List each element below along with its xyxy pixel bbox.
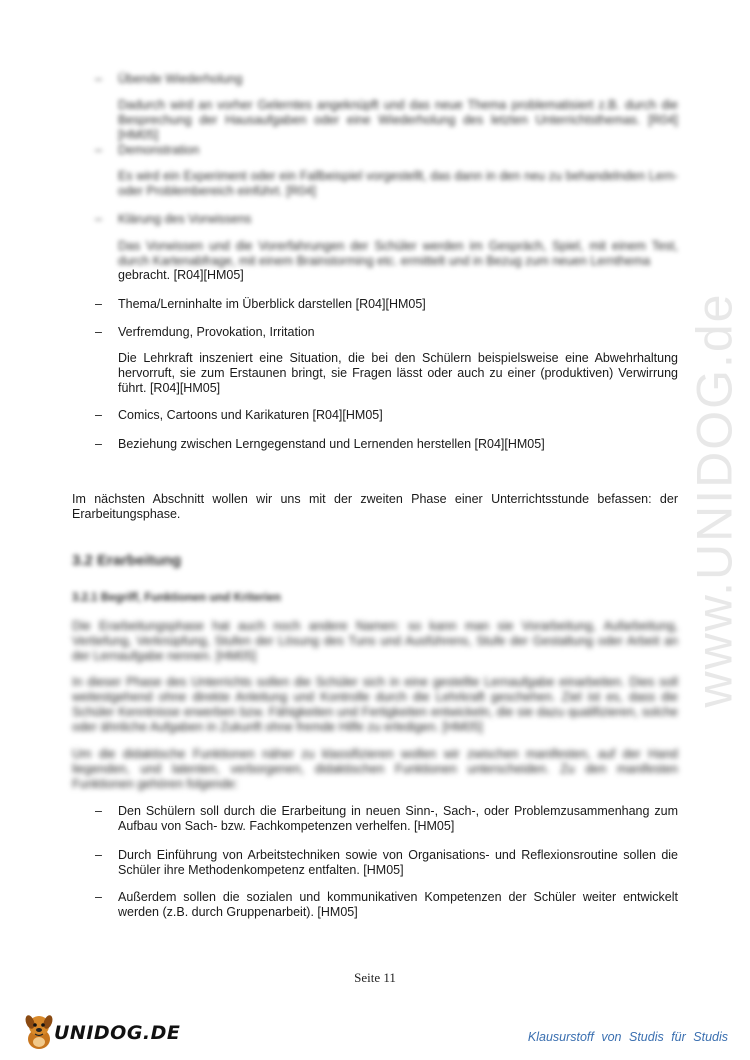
list-item: Den Schülern soll durch die Erarbeitung in neuen Sinn-, Sach-, oder Problemzusammenhang zum Aufbau von Sach- bzw. Fachkompetenzen verhelfen. [HM05] [118,804,678,833]
logo-text: UNIDOG.DE [54,1022,181,1044]
list-item-title: Übende Wiederholung [118,72,243,86]
list-bullet: – [95,804,102,818]
list-bullet: – [95,143,102,157]
tagline: Klausurstoff von Studis für Studis [527,1030,728,1044]
list-item-body: Es wird ein Experiment oder ein Fallbeispiel vorgestellt, das dann in den neu zu behandelnden Lern- oder Problembereich einführt. [R04] [118,169,678,198]
list-item-body: Das Vorwissen und die Vorerfahrungen der Schüler werden im Gespräch, Spiel, mit einem Test, durch Kartenabfrage, mit einem Brainstorming etc. ermittelt und in Bezug zum neuen Lernthema [118,239,678,268]
list-bullet: – [95,325,102,339]
paragraph: Die Erarbeitungsphase hat auch noch andere Namen: so kann man sie Vorarbeitung, Aufarbeitung, Vertiefung, Verknüpfung, Stufen der Lösung des Tuns und Ausführens, Stufe der Gestaltung oder Arbeit an der Lernaufgabe nennen. [HM05] [72,619,678,663]
list-bullet: – [95,72,102,86]
paragraph: Um die didaktische Funktionen näher zu klassifizieren wollen wir zwischen manifesten, auf der Hand liegenden, und latenten, verborgenen, didaktischen Funktionen unterscheiden. Zu den manifesten Funktionen gehören folgende: [72,747,678,791]
list-bullet: – [95,297,102,311]
list-item-body: Dadurch wird an vorher Gelerntes angeknüpft und das neue Thema problematisiert z.B. durch die Besprechung der Hausaufgaben oder eine Wiederholung des letzten Unterrichtsthemas. [R04][HM05] [118,98,678,142]
subsection-heading: 3.2.1 Begriff, Funktionen und Kriterien [72,592,281,604]
list-item: Beziehung zwischen Lerngegenstand und Lernenden herstellen [R04][HM05] [118,437,545,451]
list-item-body-end: gebracht. [R04][HM05] [118,268,244,282]
unidog-logo [22,1012,182,1054]
page-number: Seite 11 [354,970,396,985]
list-bullet: – [95,890,102,904]
list-bullet: – [95,848,102,862]
list-item: Thema/Lerninhalte im Überblick darstellen [R04][HM05] [118,297,426,311]
list-item: Außerdem sollen die sozialen und kommunikativen Kompetenzen der Schüler weiter entwickelt werden (z.B. durch Gruppenarbeit). [HM05] [118,890,678,919]
list-item-title: Demonstration [118,143,200,157]
list-item-body: Die Lehrkraft inszeniert eine Situation, die bei den Schülern beispielsweise eine Abwehrhaltung hervorruft, sie zum Erstaunen bringt, sie Fragen lässt oder auch zu einer (produktiven) Verwirrung führt. [R04][HM05] [118,351,678,395]
list-item: Durch Einführung von Arbeitstechniken sowie von Organisations- und Reflexionsroutine sollen die Schüler ihre Methodenkompetenz entfalten. [HM05] [118,848,678,877]
list-item-title: Klärung des Vorwissens [118,212,252,226]
list-bullet: – [95,408,102,422]
list-bullet: – [95,212,102,226]
watermark: www.UNIDOG.de [686,292,742,708]
paragraph: In dieser Phase des Unterrichts sollen die Schüler sich in eine gestellte Lernaufgabe einarbeiten. Dies soll weitestgehend ohne direkte Anleitung und Kontrolle durch die Lehrkraft geschehen. Ziel ist es, dass die Schüler Kenntnisse erwerben bzw. Fähigkeiten und Fertigkeiten entwickeln, die sie dazu qualifizieren, solche oder ähnliche Aufgaben in Zukunft ohne fremde Hilfe zu erledigen. [HM05] [72,675,678,734]
list-bullet: – [95,437,102,451]
paragraph: Im nächsten Abschnitt wollen wir uns mit der zweiten Phase einer Unterrichtsstunde befassen: der Erarbeitungsphase. [72,492,678,521]
dog-mascot-icon [22,1012,58,1052]
list-item: Verfremdung, Provokation, Irritation [118,325,315,339]
list-item: Comics, Cartoons und Karikaturen [R04][HM05] [118,408,383,422]
section-heading: 3.2 Erarbeitung [72,552,182,569]
